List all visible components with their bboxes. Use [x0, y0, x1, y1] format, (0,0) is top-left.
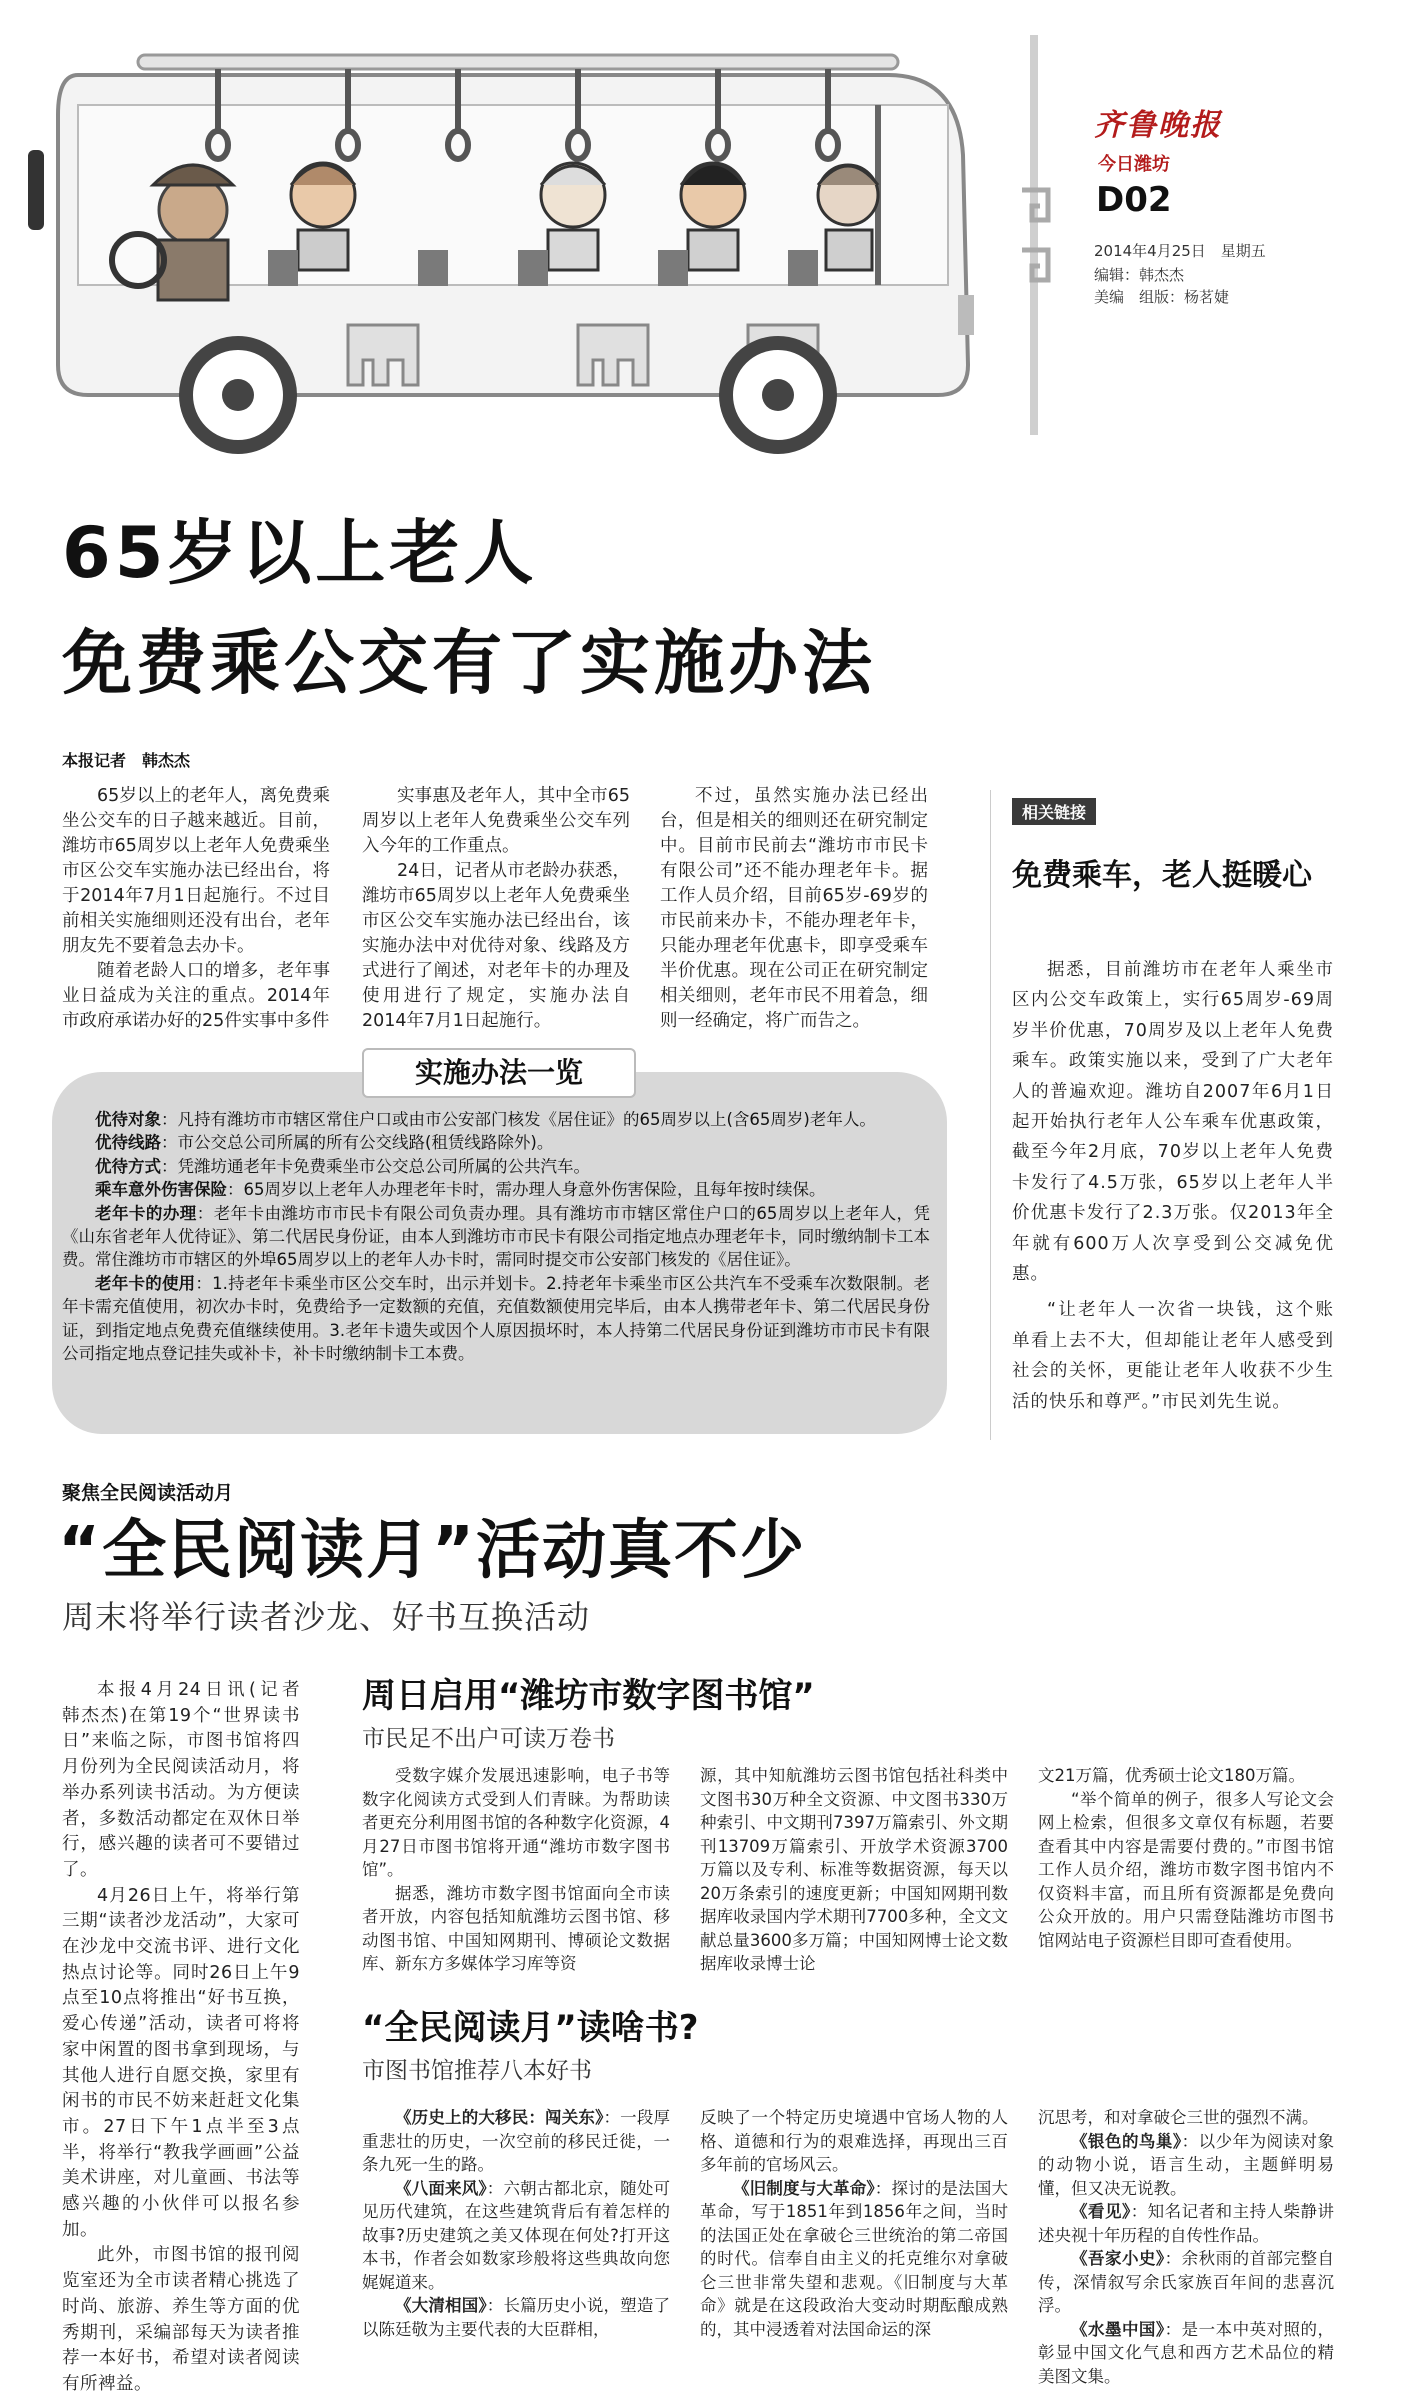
- book-entry: 《看见》：知名记者和主持人柴静讲述央视十年历程的自传性作品。: [1038, 2202, 1335, 2245]
- measures-box-title-text: 实施办法一览: [414, 1056, 583, 1089]
- digital-library-column-2: [700, 1764, 1008, 1976]
- story1-headline-line1: 65岁以上老人: [62, 512, 538, 594]
- paragraph: 据悉，目前潍坊市在老年人乘坐市区内公交车政策上，实行65周岁-69周岁半价优惠，70周岁及以上老年人免费乘车。政策实施以来，受到了广大老年人的普遍欢迎。潍坊自2007年6月1日起开始执行老年人公车乘车优惠政策，截至今年2月底，70岁以上老年人免费卡发行了4.5万张，65岁以上老年人半价优惠卡发行了2.3万张。仅2013年全年就有600万人次享受到公交减免优惠。: [1012, 960, 1334, 1285]
- story1-byline: 本报记者 韩杰杰: [62, 751, 191, 770]
- measure-item: 优待对象：凡持有潍坊市市辖区常住户口或由市公安部门核发《居住证》的65周岁以上(含65周岁)老年人。: [95, 1110, 876, 1129]
- books-subhead: 市图书馆推荐八本好书: [362, 2058, 592, 2084]
- designer-credit: 美编 组版：杨茗婕: [1094, 288, 1230, 306]
- book-entry: 《吾家小史》：余秋雨的首部完整自传，深情叙写余氏家族百年间的悲喜沉浮。: [1038, 2249, 1335, 2315]
- paragraph: 本报4月24日讯(记者 韩杰杰)在第19个“世界读书日”来临之际，市图书馆将四月份列为全民阅读活动月，将举办系列读书活动。为方便读者，多数活动都定在双休日举行，感兴趣的读者可不要错过了。: [62, 1680, 318, 1880]
- paragraph: 源，其中知航潍坊云图书馆包括社科类中文图书30万种全文资源、中文图书330万种索引、中文期刊7397万篇索引、外文期刊13709万篇索引、开放学术资源3700万篇以及专利、标准等数据资源，每天以20万条索引的速度更新；中国知网期刊数据库收录国内学术期刊7700多种，全文文献总量3600多万篇；中国知网博士论文数据库收录博士论: [700, 1766, 1008, 1973]
- paper-name: 齐鲁晚报: [1094, 108, 1222, 143]
- measure-item: 乘车意外伤害保险：65周岁以上老年人办理老年卡时，需办理人身意外伤害保险，且每年按时续保。: [95, 1180, 826, 1200]
- page-number: D02: [1096, 180, 1172, 220]
- books-column-2: [700, 2106, 1008, 2341]
- measure-item: 优待线路：市公交总公司所属的所有公交线路(租赁线路除外)。: [95, 1133, 554, 1153]
- measures-box-body: [62, 1108, 930, 1365]
- paragraph: “让老年人一次省一块钱，这个账单看上去不大，但却能让老年人感受到社会的关怀，更能让老年人收获不少生活的快乐和尊严。”市民刘先生说。: [1012, 1300, 1334, 1412]
- editor-credit: 编辑：韩杰杰: [1094, 266, 1185, 284]
- book-entry: 反映了一个特定历史境遇中官场人物的人格、道德和行为的艰难选择，再现出三百多年前的官场风云。: [700, 2108, 1008, 2174]
- books-column-1: [362, 2106, 670, 2341]
- paragraph: 4月26日上午，将举行第三期“读者沙龙活动”，大家可在沙龙中交流书评、进行文化热点讨论等。同时26日上午9点至10点将推出“好书互换，爱心传递”活动，读者可将将家中闲置的图书拿到现场，与其他人进行自愿交换，家里有闲书的市民不妨来赶赶文化集市。27日下午1点半至3点半，将举行“教我学画画”公益美术讲座，对儿童画、书法等感兴趣的小伙伴可以报名参加。: [62, 1885, 300, 2240]
- book-entry: 《银色的鸟巢》：以少年为阅读对象的动物小说，语言生动，主题鲜明易懂，但又决无说教。: [1038, 2131, 1335, 2198]
- story2-subhead: 周末将举行读者沙龙、好书互换活动: [62, 1598, 591, 1636]
- book-entry: 《八面来风》：六朝古都北京，随处可见历代建筑，在这些建筑背后有着怎样的故事?历史建筑之美又体现在何处?打开这本书，作者会如数家珍般将这些典故向您娓娓道来。: [362, 2178, 670, 2292]
- sidebar-body: [1012, 955, 1334, 1417]
- story2-kicker: 聚焦全民阅读活动月: [62, 1482, 234, 1504]
- paragraph: 据悉，潍坊市数字图书馆面向全市读者开放，内容包括知航潍坊云图书馆、移动图书馆、中国知网期刊、博硕论文数据库、新东方多媒体学习库等资: [362, 1883, 670, 1973]
- book-entry: 《水墨中国》：是一本中英对照的，彰显中国文化气息和西方艺术品位的精美图文集。: [1038, 2319, 1335, 2386]
- measure-item: 老年卡的使用：1.持老年卡乘坐市区公交车时，出示并划卡。2.持老年卡乘坐市区公共汽车不受乘车次数限制。老年卡需充值使用，初次办卡时，免费给予一定数额的充值，充值数额使用完毕后，由本人携带老年卡、第二代居民身份证，到指定地点免费充值继续使用。3.老年卡遗失或因个人原因损坏时，本人持第二代居民身份证到潍坊市市民卡有限公司指定地点登记挂失或补卡，补卡时缴纳制卡工本费。: [62, 1273, 930, 1364]
- section-name: 今日潍坊: [1098, 154, 1170, 175]
- book-entry: 《历史上的大移民：闯关东》：一段厚重悲壮的历史，一次空前的移民迁徙，一条九死一生的路。: [362, 2108, 670, 2174]
- paragraph: 65岁以上的老年人，离免费乘坐公交车的日子越来越近。目前，潍坊市65周岁以上老年人免费乘坐市区公交车实施办法已经出台，将于2014年7月1日起施行。不过目前相关实施细则还没有出台，老年朋友先不要着急去办卡。: [62, 786, 330, 956]
- digital-library-headline: 周日启用“潍坊市数字图书馆”: [362, 1676, 815, 1716]
- story1-column-1: [62, 784, 330, 1034]
- paragraph: 此外，市图书馆的报刊阅览室还为全市读者精心挑选了时尚、旅游、养生等方面的优秀期刊，采编部每天为读者推荐一本好书，希望对读者阅读有所裨益。: [62, 2245, 300, 2394]
- bus-illustration: [18, 35, 988, 455]
- book-entry: 《大清相国》：长篇历史小说，塑造了以陈廷敬为主要代表的大臣群相，: [362, 2296, 670, 2339]
- measure-item: 老年卡的办理：老年卡由潍坊市市民卡有限公司负责办理。具有潍坊市市辖区常住户口的65周岁以上老年人，凭《山东省老年人优待证》、第二代居民身份证，由本人到潍坊市市民卡有限公司指定地点办理老年卡，同时缴纳制卡工本费。常住潍坊市市辖区的外埠65周岁以上的老年人办卡时，需同时提交市公安部门核发的《居住证》。: [62, 1203, 930, 1270]
- paragraph: 不过，虽然实施办法已经出台，但是相关的细则还在研究制定中。目前市民前去“潍坊市市民卡有限公司”还不能办理老年卡。据工作人员介绍，目前65岁-69岁的市民前来办卡，不能办理老年卡，只能办理老年优惠卡，即享受乘车半价优惠。现在公司正在研究制定相关细则，老年市民不用着急，细则一经确定，将广而告之。: [660, 786, 928, 1031]
- story2-left-column: [62, 1678, 318, 2398]
- paragraph: 随着老龄人口的增多，老年事业日益成为关注的重点。2014年市政府承诺办好的25件实事中多件: [62, 961, 330, 1031]
- paragraph: 24日，记者从市老龄办获悉，潍坊市65周岁以上老年人免费乘坐市区公交车实施办法已经出台，该实施办法中对优待对象、线路及方式进行了阐述，对老年卡的办理及使用进行了规定，实施办法自2014年7月1日起施行。: [362, 861, 630, 1031]
- sidebar-title: 免费乘车，老人挺暖心: [1012, 858, 1312, 893]
- digital-library-column-1: [362, 1764, 670, 1976]
- books-headline: “全民阅读月”读啥书?: [362, 2008, 699, 2048]
- paragraph: 实事惠及老年人，其中全市65周岁以上老年人免费乘坐公交车列入今年的工作重点。: [362, 786, 630, 856]
- paragraph: 文21万篇，优秀硕士论文180万篇。: [1038, 1766, 1305, 1785]
- digital-library-column-3: [1038, 1764, 1334, 1952]
- story1-headline-line2: 免费乘公交有了实施办法: [62, 622, 876, 704]
- paragraph: “举个简单的例子，很多人写论文会网上检索，但很多文章仅有标题，若要查看其中内容是需要付费的。”市图书馆工作人员介绍，潍坊市数字图书馆内不仅资料丰富，而且所有资源都是免费向公众开放的。用户只需登陆潍坊市图书馆网站电子资源栏目即可查看使用。: [1038, 1789, 1334, 1950]
- book-entry: 《旧制度与大革命》：探讨的是法国大革命，写于1851年到1856年之间，当时的法国正处在拿破仑三世统治的第二帝国的时代。信奉自由主义的托克维尔对拿破仑三世非常失望和悲观。《旧制度与大革命》就是在这段政治大变动时期酝酿成熟的，其中浸透着对法国命运的深: [700, 2178, 1008, 2339]
- sidebar-tag: 相关链接: [1012, 798, 1096, 825]
- story1-column-3: [660, 784, 928, 1034]
- story2-headline: “全民阅读月”活动真不少: [58, 1514, 807, 1588]
- digital-library-subhead: 市民足不出户可读万卷书: [362, 1726, 615, 1752]
- issue-date: 2014年4月25日 星期五: [1094, 242, 1266, 260]
- book-entry: 沉思考，和对拿破仑三世的强烈不满。: [1038, 2108, 1319, 2127]
- sidebar-divider: [990, 790, 991, 1440]
- story1-column-2: [362, 784, 630, 1034]
- books-column-3: [1038, 2106, 1334, 2388]
- masthead-fret-ornament: [1018, 180, 1052, 300]
- paragraph: 受数字媒介发展迅速影响，电子书等数字化阅读方式受到人们青睐。为帮助读者更充分利用图书馆的各种数字化资源，4月27日市图书馆将开通“潍坊市数字图书馆”。: [362, 1766, 670, 1879]
- measures-box-title: [362, 1048, 636, 1098]
- measure-item: 优待方式：凭潍坊通老年卡免费乘坐市公交总公司所属的公共汽车。: [95, 1156, 590, 1176]
